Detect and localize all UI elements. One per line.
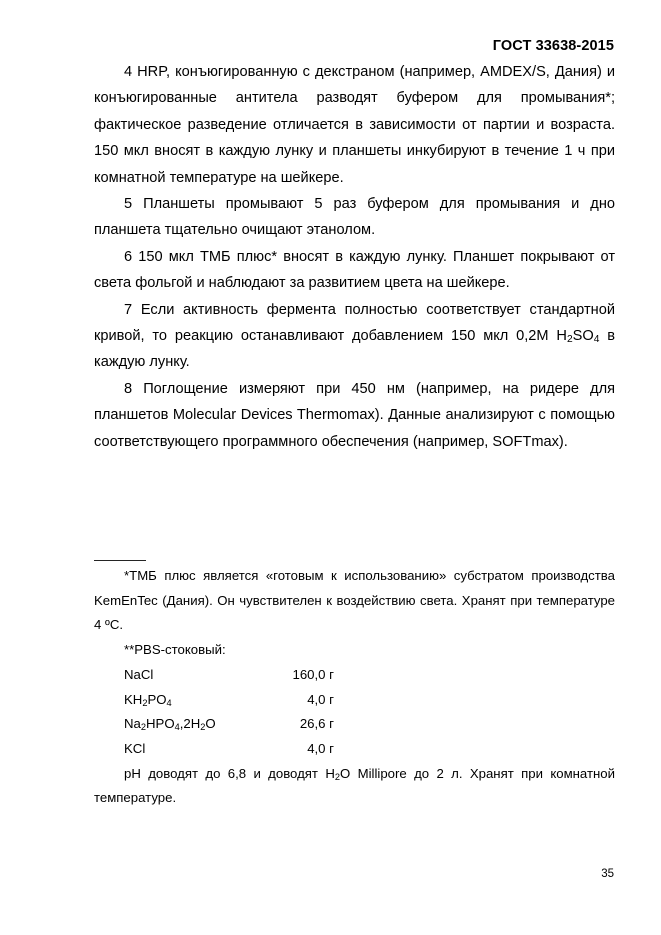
reagent-name: $Na_2HPO_4,2H_2O$: [124, 716, 216, 733]
reagent-amount: 160,0 г: [292, 666, 334, 682]
procedure-step-8: 8 Поглощение измеряют при 450 нм (например, на ридере для планшетов Molecular Devices Thermomax). Данные анализируют с помощью соответствующего программного обеспечения (например, SOFTmax).: [94, 380, 615, 450]
footnote-separator: ————: [94, 552, 146, 567]
reagent-amount: 4,0 г: [307, 740, 334, 756]
footnote-pbs-title: **PBS-стоковый:: [124, 642, 226, 658]
reagent-amount: 26,6 г: [299, 716, 334, 732]
procedure-step-7: 7 Если активность фермента полностью соответствует стандартной кривой, то реакцию останавливают добавлением 150 мкл 0,2М $H_2SO_4$ в каждую лунку.: [94, 301, 616, 371]
reagent-name: KCl: [124, 740, 146, 756]
reagent-row: [124, 737, 615, 762]
reagent-table: [124, 663, 615, 762]
procedure-step: 4 HRP, конъюгированную с декстраном (например, AMDEX/S, Дания) и конъюгированные антитела разводят буфером для промывания*; фактическое разведение отличается в зависимости от партии и возраста. 150 мкл вносят в каждую лунку и планшеты инкубируют в течение 1 ч при комнатной температуре на шейкере.: [94, 64, 615, 186]
reagent-name: $KH_2PO_4$: [124, 691, 172, 708]
reagent-row: [124, 712, 615, 737]
footnote-tmb: *ТМБ плюс является «готовым к использованию» субстратом производства KemEnTec (Дания). Он чувствителен к воздействию света. Хранят при температуре 4 ºC.: [94, 568, 615, 633]
footnotes: [94, 564, 615, 811]
procedure-step: 6 150 мкл ТМБ плюс* вносят в каждую лунку. Планшет покрывают от света фольгой и наблюдают за развитием цвета на шейкере.: [94, 248, 615, 292]
page-number: 35: [601, 868, 614, 880]
document-code-header: ГОСТ 33638-2015: [492, 38, 614, 54]
reagent-row: [124, 688, 615, 713]
reagent-amount: 4,0 г: [307, 691, 334, 707]
reagent-row: [124, 663, 615, 688]
reagent-name: NaCl: [124, 666, 154, 682]
footnote-ph: pH доводят до 6,8 и доводят $H_2O$ Millipore до 2 л. Хранят при комнатной температуре.: [94, 765, 615, 806]
procedure-steps: [94, 59, 615, 455]
procedure-step: 5 Планшеты промывают 5 раз буфером для промывания и дно планшета тщательно очищают этанолом.: [94, 196, 615, 239]
